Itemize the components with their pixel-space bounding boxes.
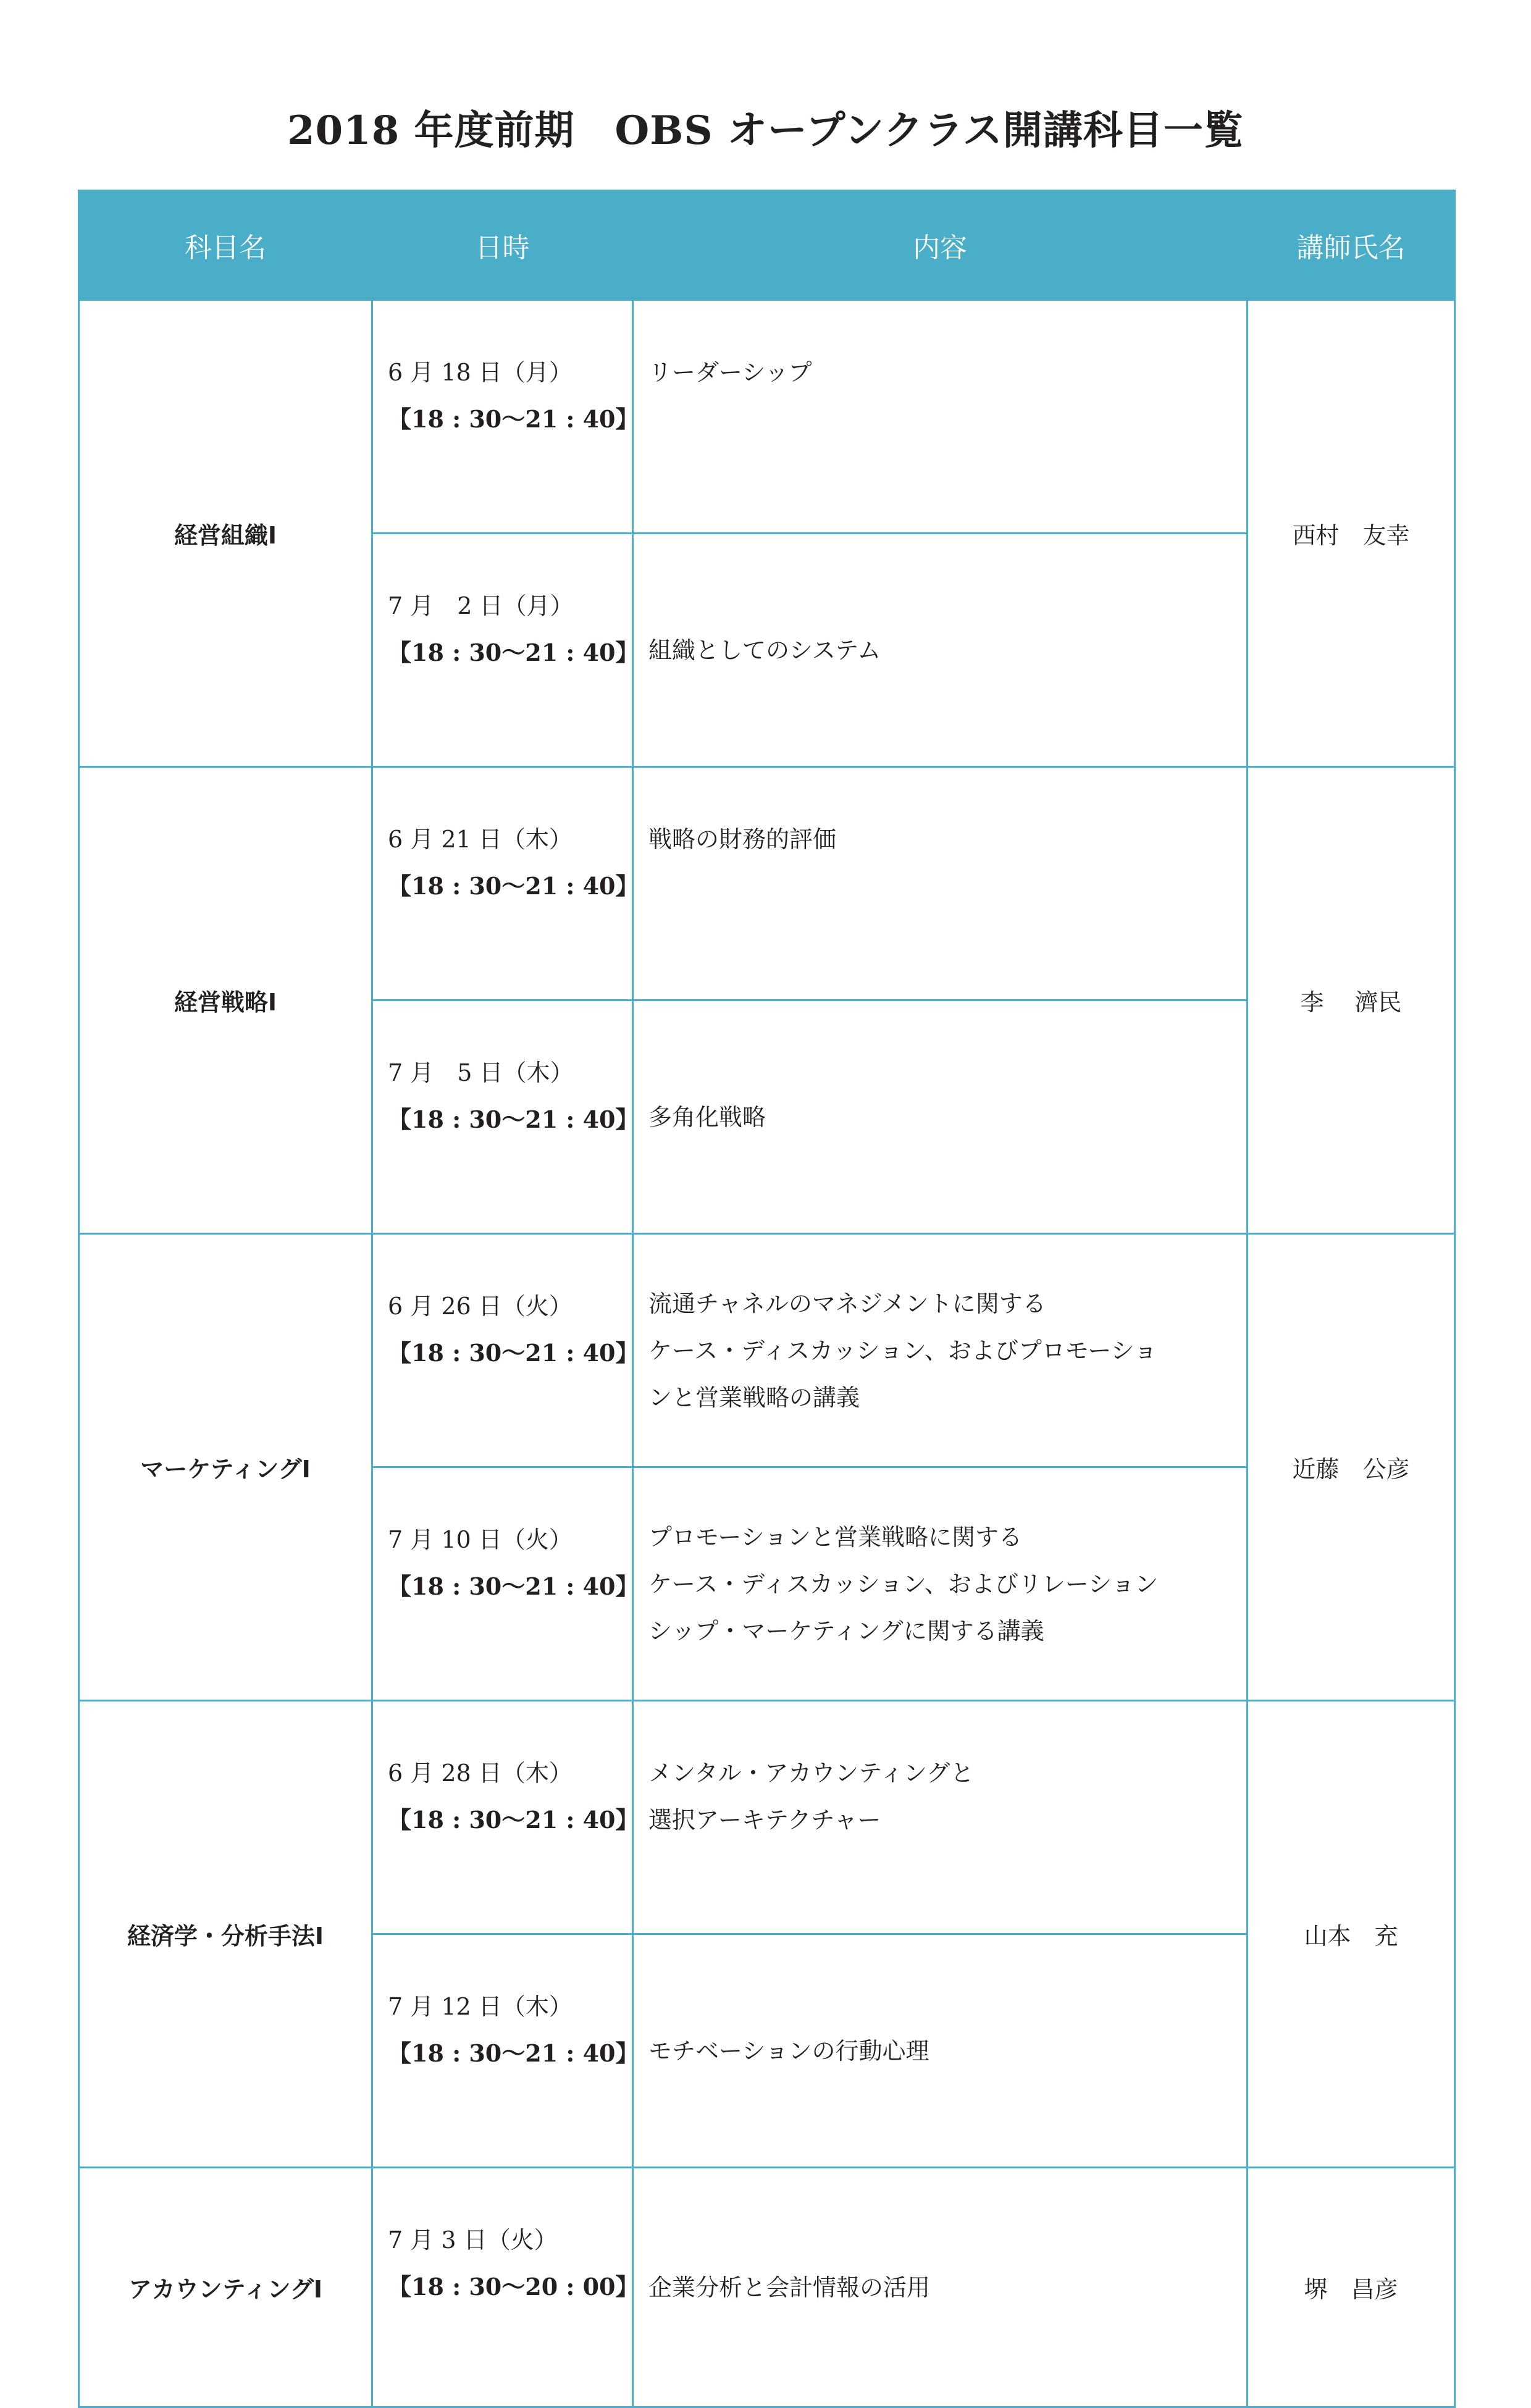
session-time: 【18 : 30〜21 : 40】 [388,1339,639,1367]
datetime-cell [372,1467,639,1701]
session-date: 6 月 26 日（火） [388,1293,573,1320]
subject-cell: 経営戦略Ⅰ [79,767,372,1234]
datetime-cell [372,534,639,767]
session-time: 【18 : 30〜21 : 40】 [388,639,639,666]
session-time: 【18 : 30〜21 : 40】 [388,1105,639,1133]
content-cell [633,300,1248,534]
table-row [79,767,1455,1001]
header-instructor: 講師氏名 [1248,191,1455,300]
content-cell [633,1234,1248,1467]
header-datetime: 日時 [372,191,633,300]
session-time: 【18 : 30〜21 : 40】 [388,1806,639,1834]
session-date: 7 月 10 日（火） [388,1526,573,1553]
session-date: 6 月 28 日（木） [388,1760,573,1787]
subject-cell: 経営組織Ⅰ [79,300,372,767]
content-line: シップ・マーケティングに関する講義 [648,1617,1044,1645]
content-line: ンと営業戦略の講義 [648,1383,860,1411]
content-line: プロモーションと営業戦略に関する [648,1523,1022,1551]
subject-cell: 経済学・分析手法Ⅰ [79,1701,372,2168]
datetime-cell [372,1234,639,1467]
datetime-cell [372,1001,639,1234]
session-date: 7 月 2 日（月） [388,592,574,619]
content-cell [633,1934,1248,2168]
session-date: 6 月 21 日（木） [388,826,573,853]
subject-cell: アカウンティングⅠ [79,2168,372,2407]
table-row [79,1234,1455,1467]
table-row [79,300,1455,534]
instructor-cell: 近藤 公彦 [1248,1234,1455,1701]
datetime-cell [372,300,639,534]
session-time: 【18 : 30〜21 : 40】 [388,1572,639,1600]
instructor-cell: 李 濟民 [1248,767,1455,1234]
table-row [79,2168,1455,2407]
content-cell [633,1701,1248,1934]
content-line: 組織としてのシステム [648,636,881,664]
content-cell [633,534,1248,767]
content-line: ケース・ディスカッション、およびリレーション [648,1570,1159,1598]
content-line: 流通チャネルのマネジメントに関する [648,1290,1046,1317]
session-date: 6 月 18 日（月） [388,359,573,386]
content-line: メンタル・アカウンティングと [648,1760,975,1787]
content-line: 選択アーキテクチャー [648,1806,881,1834]
session-time: 【18 : 30〜21 : 40】 [388,2039,639,2067]
content-cell [633,2168,1248,2407]
content-line: リーダーシップ [648,359,812,386]
header-content: 内容 [633,191,1248,300]
session-date: 7 月 12 日（木） [388,1993,573,2020]
course-table [78,190,1456,2408]
session-date: 7 月 3 日（火） [388,2226,558,2254]
content-line: 戦略の財務的評価 [648,826,837,853]
session-time: 【18 : 30〜21 : 40】 [388,872,639,900]
datetime-cell [372,767,639,1001]
datetime-cell [372,1934,639,2168]
subject-cell: マーケティングⅠ [79,1234,372,1701]
session-time: 【18 : 30〜21 : 40】 [388,405,639,433]
content-line: モチベーションの行動心理 [648,2037,929,2065]
content-line: 多角化戦略 [648,1103,766,1131]
session-time: 【18 : 30〜20 : 00】 [388,2273,639,2301]
page-title: 2018 年度前期 OBS オープンクラス開講科目一覧 [287,107,1244,154]
content-cell [633,1001,1248,1234]
content-cell [633,1467,1248,1701]
table-row [79,1701,1455,1934]
session-date: 7 月 5 日（木） [388,1059,574,1086]
content-cell [633,767,1248,1001]
content-line: ケース・ディスカッション、およびプロモーショ [648,1336,1157,1364]
content-line: 企業分析と会計情報の活用 [648,2273,931,2301]
table-header-row [79,191,1455,300]
header-subject: 科目名 [79,191,372,300]
datetime-cell [372,2168,639,2407]
datetime-cell [372,1701,639,1934]
instructor-cell: 堺 昌彦 [1248,2168,1455,2407]
instructor-cell: 山本 充 [1248,1701,1455,2168]
instructor-cell: 西村 友幸 [1248,300,1455,767]
